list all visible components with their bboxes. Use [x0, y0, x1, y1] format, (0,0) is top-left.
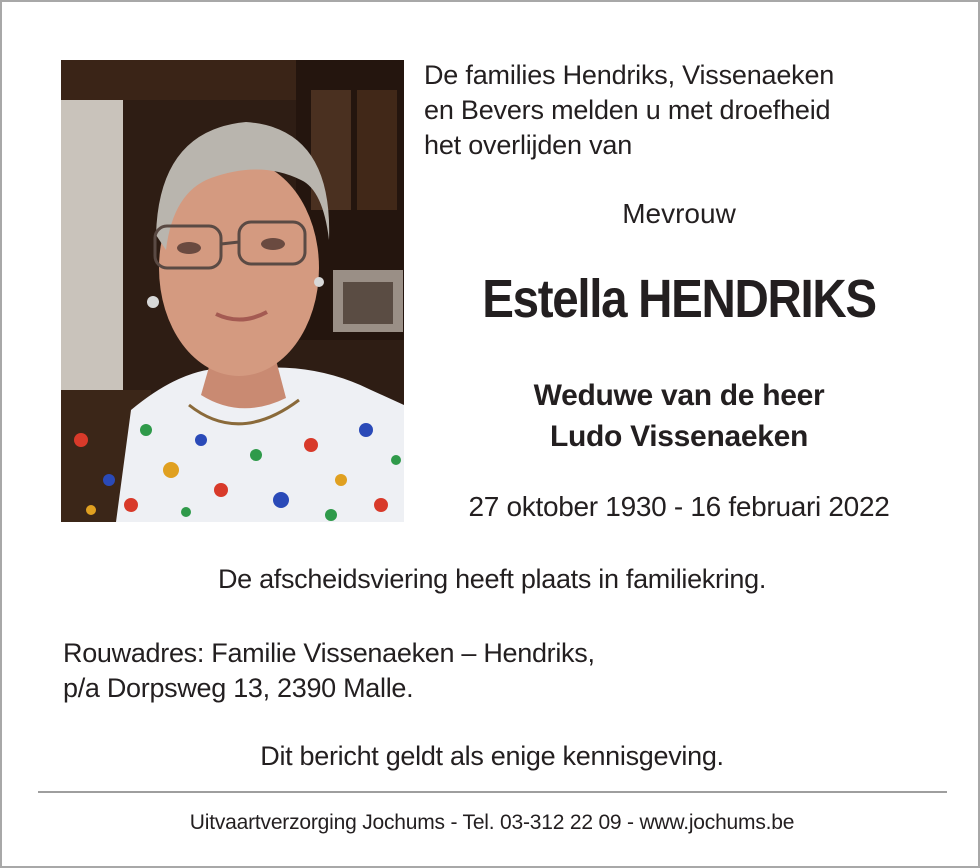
divider — [38, 791, 947, 793]
widow-info — [424, 375, 934, 457]
intro-line: het overlijden van — [424, 130, 633, 160]
life-dates: 27 oktober 1930 - 16 februari 2022 — [468, 491, 890, 522]
funeral-director-footer: Uitvaartverzorging Jochums - Tel. 03-312 22 09 - www.jochums.be — [189, 811, 795, 834]
intro-line: en Bevers melden u met droefheid — [424, 95, 831, 125]
intro-text — [424, 58, 944, 163]
widow-line: Weduwe van de heer — [533, 379, 825, 412]
mourning-address — [63, 636, 595, 706]
widow-line: Ludo Vissenaeken — [549, 420, 809, 453]
notice-text: Dit bericht geldt als enige kennisgeving. — [260, 741, 724, 771]
deceased-name: Estella HENDRIKS — [482, 269, 876, 329]
honorific: Mevrouw — [622, 198, 736, 229]
address-line: p/a Dorpsweg 13, 2390 Malle. — [63, 673, 414, 703]
address-line: Rouwadres: Familie Vissenaeken – Hendriks, — [63, 638, 595, 668]
portrait-photo — [61, 60, 404, 522]
intro-line: De families Hendriks, Vissenaeken — [424, 60, 835, 90]
ceremony-text: De afscheidsviering heeft plaats in familiekring. — [217, 564, 767, 594]
